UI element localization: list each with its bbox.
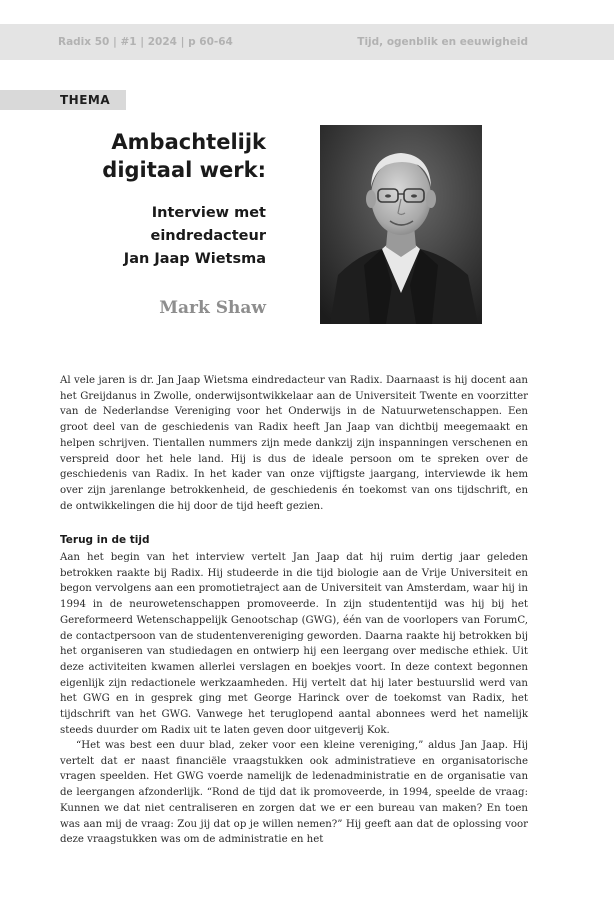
paragraph-1-text: Aan het begin van het interview vertelt Jan Jaap dat hij ruim dertig jaar geleden betrokken raakte bij Radix. Hij studeerde in die tijd biologie aan de Vrije Universiteit en begon vervolgens aan een promotietraject aan de Universiteit van Amsterdam, waar hij in 1994 in de neurowetenschappen promoveerde. In zijn studententijd was hij bij het Gereformeerd Wetenschappelijk Genootschap (GWG), één van de voorlopers van ForumC, de contactpersoon van de studentenvereniging geworden. Daarna raakte hij betrokken bij het organiseren van studiedagen en ontwierp hij een leergang over medische ethiek. Uit deze activiteiten kwamen allerlei verslagen en boekjes voort. In deze context begonnen eigenlijk zijn redactionele werkzaamheden. Hij vertelt dat hij later bestuurslid werd van het GWG en in gesprek ging met George Harinck over de toekomst van Radix, het tijdschrift van het GWG. Vanwege het teruglopend aantal abonnees werd het namelijk steeds duurder om Radix uit te laten geven door uitgeverij Kok. (60, 552, 528, 736)
title-line-1: Ambachtelijk (111, 130, 266, 154)
author-name: Mark Shaw (159, 298, 266, 318)
journal-citation: Radix 50 | #1 | 2024 | p 60-64 (58, 36, 233, 48)
body-paragraph-2 (60, 738, 528, 848)
article-title (60, 128, 266, 184)
intro-paragraph (60, 373, 528, 514)
paragraph-2-text: “Het was best een duur blad, zeker voor een kleine vereniging,” aldus Jan Jaap. Hij vertelt dat er naast financiële vraagstukken ook administratieve en organisatorische vragen speelden. Het GWG voerde namelijk de ledenadministratie en de organisatie van de leergangen afzonderlijk. “Rond de tijd dat ik promoveerde, in 1994, speelde de vraag: Kunnen we dat niet centraliseren en zorgen dat we er een bureau van maken? En toen was aan mij de vraag: Zou jij dat op je willen nemen?” Hij geeft aan dat de oplossing voor deze vraagstukken was om de administratie en het (60, 740, 528, 846)
section-label: THEMA (60, 93, 111, 107)
issue-theme: Tijd, ogenblik en eeuwigheid (357, 36, 528, 48)
section-label-bar (0, 90, 126, 110)
subtitle-line-2: eindredacteur (150, 228, 266, 244)
portrait-photo (320, 125, 482, 324)
title-line-2: digitaal werk: (102, 158, 266, 182)
subtitle-line-1: Interview met (151, 205, 266, 221)
intro-text: Al vele jaren is dr. Jan Jaap Wietsma eindredacteur van Radix. Daarnaast is hij docent aan het Greijdanus in Zwolle, onderwijsontwikkelaar aan de Universiteit Twente en voorzitter van de Nederlandse Vereniging voor het Onderwijs in de Natuurwetenschappen. Een groot deel van de geschiedenis van Radix heeft Jan Jaap van dichtbij meegemaakt en helpen schrijven. Tientallen nummers zijn mede dankzij zijn inspanningen verschenen en verspreid door het hele land. Hij is dus de ideale persoon om te spreken over de geschiedenis van Radix. In het kader van onze vijftigste jaargang, interviewde ik hem over zijn jarenlange betrokkenheid, de geschiedenis én toekomst van ons tijdschrift, en de ontwikkelingen die hij door de tijd heeft gezien. (60, 375, 528, 512)
running-header (0, 24, 614, 60)
body-paragraph-1 (60, 550, 528, 738)
article-subtitle (60, 202, 266, 271)
subtitle-line-3: Jan Jaap Wietsma (123, 251, 266, 267)
section-heading: Terug in de tijd (60, 534, 150, 546)
